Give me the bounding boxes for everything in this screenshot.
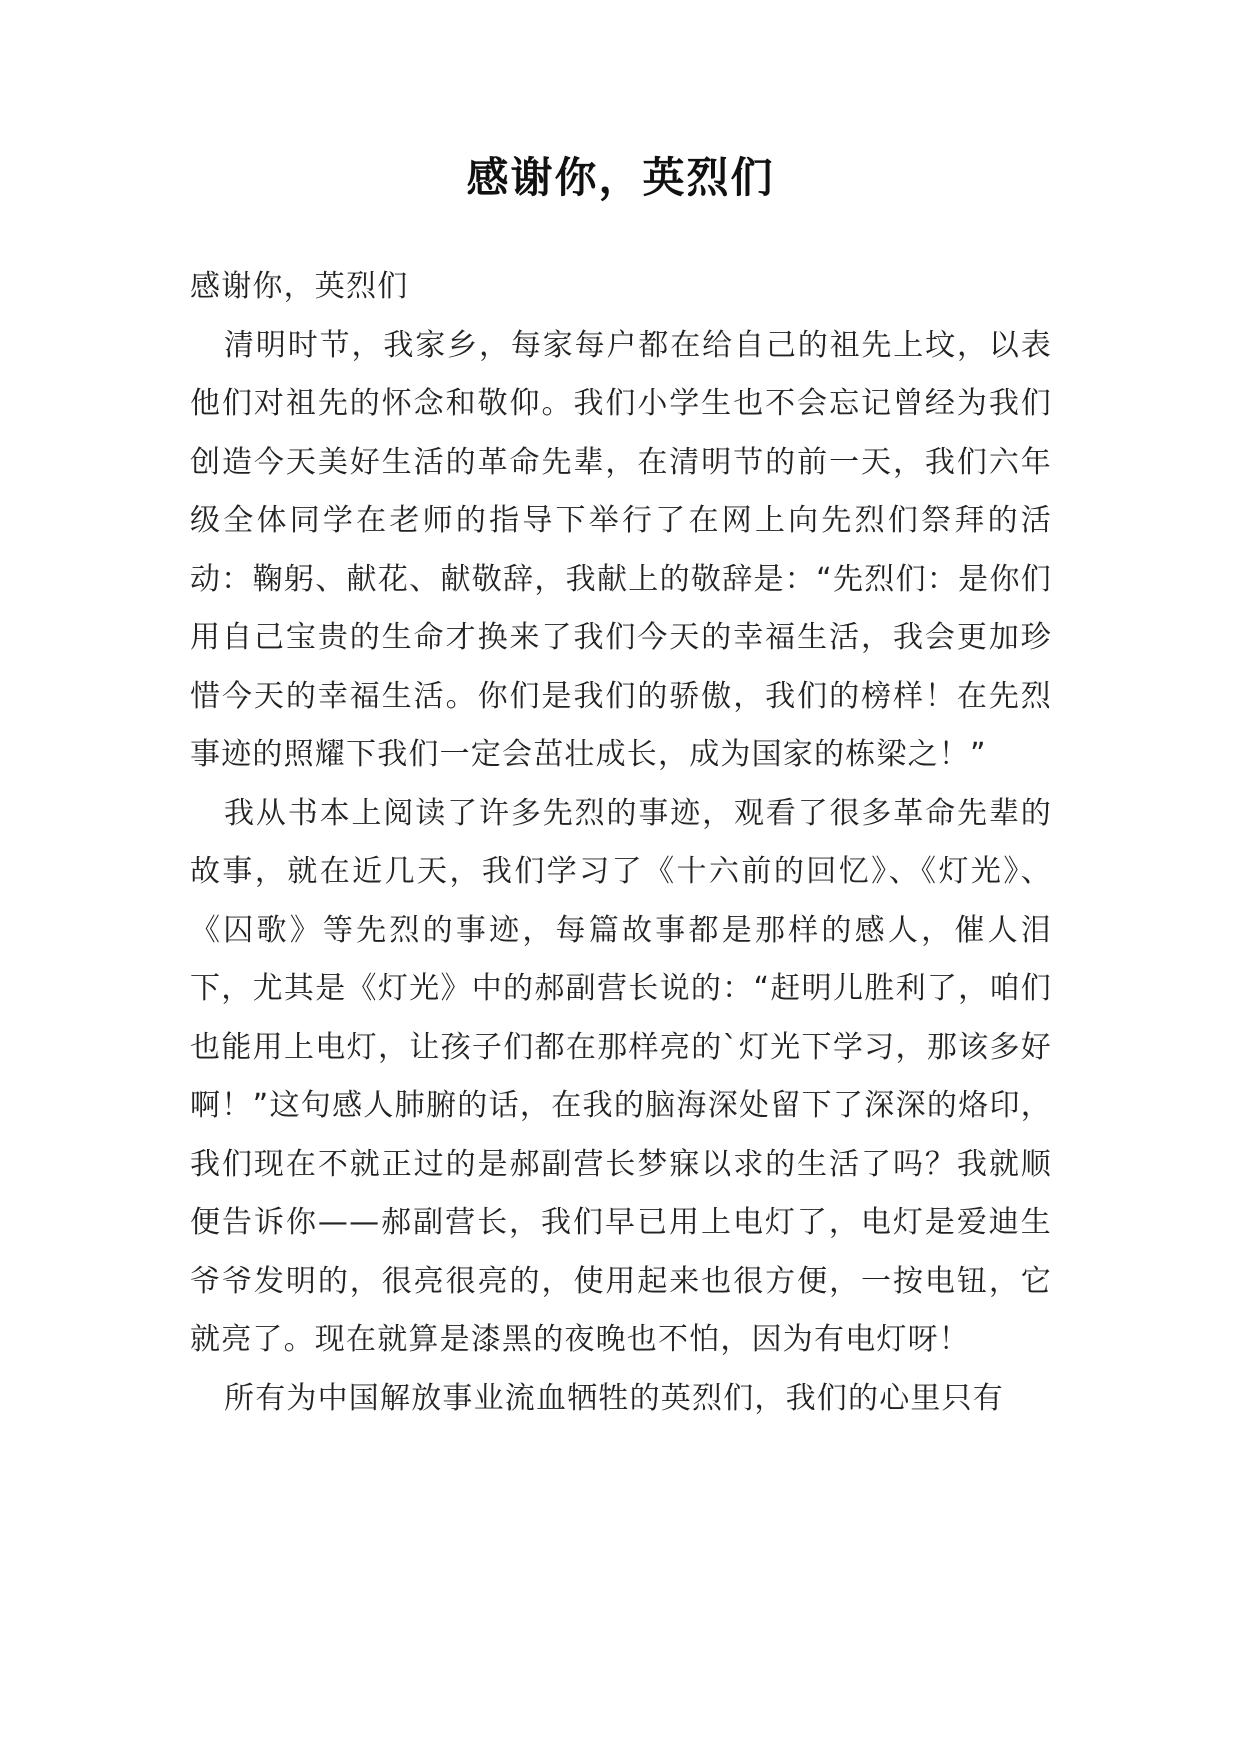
document-title: 感谢你，英烈们 bbox=[466, 153, 775, 202]
document-body bbox=[190, 258, 1052, 1428]
paragraph-3: 所有为中国解放事业流血牺牲的英烈们，我们的心里只有 bbox=[224, 1380, 1004, 1416]
paragraph-2: 我从书本上阅读了许多先烈的事迹，观看了很多革命先辈的故事，就在近几天，我们学习了《十六前的回忆》、《灯光》、《囚歌》等先烈的事迹，每篇故事都是那样的感人，催人泪下，尤其是《灯光》中的郝副营长说的：“赶明儿胜利了，咱们也能用上电灯，让孩子们都在那样亮的`灯光下学习，那该多好啊！”这句感人肺腑的话，在我的脑海深处留下了深深的烙印，我们现在不就正过的是郝副营长梦寐以求的生活了吗？我就顺便告诉你——郝副营长，我们早已用上电灯了，电灯是爱迪生爷爷发明的，很亮很亮的，使用起来也很方便，一按电钮，它就亮了。现在就算是漆黑的夜晚也不怕，因为有电灯呀！ bbox=[190, 795, 1052, 1357]
document-subtitle: 感谢你，英烈们 bbox=[190, 269, 409, 304]
paragraph-1: 清明时节，我家乡，每家每户都在给自己的祖先上坟，以表他们对祖先的怀念和敬仰。我们小学生也不会忘记曾经为我们创造今天美好生活的革命先辈，在清明节的前一天，我们六年级全体同学在老师的指导下举行了在网上向先烈们祭拜的活动：鞠躬、献花、献敬辞，我献上的敬辞是：“先烈们：是你们用自己宝贵的生命才换来了我们今天的幸福生活，我会更加珍惜今天的幸福生活。你们是我们的骄傲，我们的榜样！在先烈事迹的照耀下我们一定会茁壮成长，成为国家的栋梁之！” bbox=[190, 327, 1052, 772]
